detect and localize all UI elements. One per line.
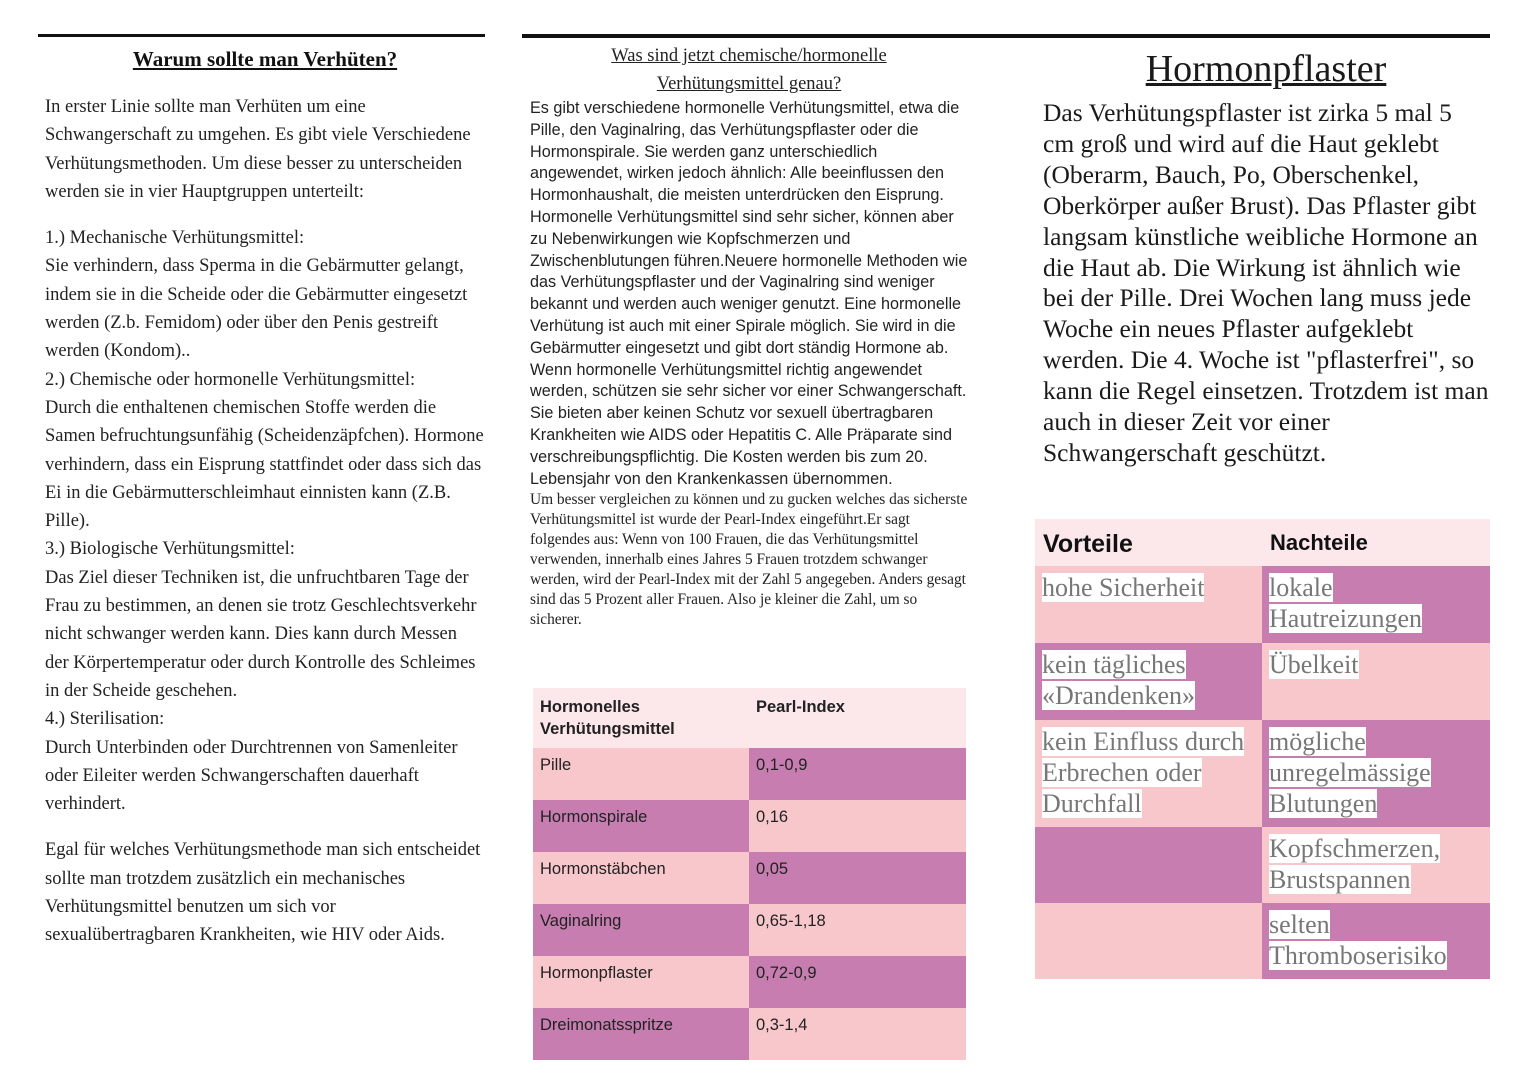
table-row xyxy=(533,852,966,904)
con-text: Übelkeit xyxy=(1269,650,1359,679)
con-text: Kopfschmerzen, Brustspannen xyxy=(1269,834,1441,894)
column-hormonal xyxy=(530,42,968,630)
header-method: Hormonelles Verhütungsmittel xyxy=(533,688,749,748)
table-row xyxy=(533,1008,966,1060)
table-row xyxy=(533,800,966,852)
con-cell xyxy=(1262,643,1490,720)
table-row xyxy=(533,748,966,800)
table-row xyxy=(1035,827,1490,903)
group3-heading: 3.) Biologische Verhütungsmittel: xyxy=(45,539,295,560)
outro-paragraph: Egal für welches Verhütungsmethode man sich entscheidet sollte man trotzdem zusätzlich ein mechanisches Verhütungsmittel benutzen um sich vor sexualübertragbaren Krankheiten, wie HIV oder Aids. xyxy=(45,840,481,946)
hormonpflaster-body: Das Verhütungspflaster ist zirka 5 mal 5 cm groß und wird auf die Haut geklebt (Oberarm, Bauch, Po, Oberschenkel, Oberkörper außer Brust). Das Pflaster gibt langsam künstliche weibliche Hormone an die Haut ab. Die Wirkung ist ähnlich wie bei der Pille. Drei Wochen lang muss jede Woche ein neues Pflaster aufgeklebt werden. Die 4. Woche ist "pflasterfrei", so kann die Regel einsetzen. Trotzdem ist man auch in dieser Zeit vor einer Schwangerschaft geschützt. xyxy=(1043,98,1489,467)
header-pros: Vorteile xyxy=(1035,519,1262,566)
section-title-line1: Was sind jetzt chemische/hormonelle xyxy=(611,46,887,66)
hormonal-body: Es gibt verschiedene hormonelle Verhütungsmittel, etwa die Pille, den Vaginalring, das Verhütungspflaster oder die Hormonspirale. Sie werden ganz unterschiedlich angewendet, wirken jedoch ähnlich: Alle beeinflussen den Hormonhaushalt, die meisten unterdrücken den Eisprung. Hormonelle Verhütungsmittel sind sehr sicher, können aber zu Nebenwirkungen wie Kopfschmerzen und Zwischenblutungen führen.Neuere hormonelle Methoden wie das Verhütungspflaster und der Vaginalring sind weniger bekannt und werden auch weniger genutzt. Eine hormonelle Verhütung ist auch mit einer Spirale möglich. Sie wird in die Gebärmutter eingesetzt und gibt dort ständig Hormone ab. xyxy=(530,99,968,357)
table-row xyxy=(1035,643,1490,720)
pro-text: kein Einfluss durch Erbrechen oder Durchfall xyxy=(1042,727,1245,818)
table-row xyxy=(533,904,966,956)
table-row xyxy=(1035,720,1490,827)
method-cell: Vaginalring xyxy=(533,904,749,956)
hormonal-body-2: Wenn hormonelle Verhütungsmittel richtig angewendet werden, schützen sie sehr sicher vor einer Schwangerschaft. Sie bieten aber keinen Schutz vor sexuell übertragbaren Krankheiten wie AIDS oder Hepatitis C. Alle Präparate sind verschreibungspflichtig. Die Kosten werden bis zum 20. Lebensjahr von den Krankenkassen übernommen. xyxy=(530,360,967,488)
group3-text: Das Ziel dieser Techniken ist, die unfruchtbaren Tage der Frau zu bestimmen, an denen sie trotz Geschlechtsverkehr nicht schwanger werden kann. Dies kann durch Messen der Körpertemperatur oder durch Kontrolle des Schleimes in der Scheide geschehen. xyxy=(45,567,477,701)
pearl-table-header xyxy=(533,688,966,748)
con-cell xyxy=(1262,827,1490,903)
column-why-contraception xyxy=(45,44,485,950)
method-cell: Dreimonatsspritze xyxy=(533,1008,749,1060)
group4-text: Durch Unterbinden oder Durchtrennen von Samenleiter oder Eileiter werden Schwangerschaften dauerhaft verhindert. xyxy=(45,737,458,815)
con-cell xyxy=(1262,720,1490,827)
top-rule-right xyxy=(522,34,1490,38)
pearl-value-cell: 0,1-0,9 xyxy=(749,748,966,800)
pro-cell xyxy=(1035,827,1262,903)
column-hormonpflaster xyxy=(1043,44,1489,469)
section-title-hormonal xyxy=(530,42,968,98)
pro-text: hohe Sicherheit xyxy=(1042,573,1205,602)
pro-cell xyxy=(1035,566,1262,643)
method-cell: Pille xyxy=(533,748,749,800)
con-text: selten Thromboserisiko xyxy=(1269,910,1447,970)
pearl-value-cell: 0,16 xyxy=(749,800,966,852)
top-rule-left xyxy=(38,34,485,37)
header-cons: Nachteile xyxy=(1262,519,1490,566)
method-cell: Hormonstäbchen xyxy=(533,852,749,904)
group1-heading: 1.) Mechanische Verhütungsmittel: xyxy=(45,228,305,249)
table-row xyxy=(533,956,966,1008)
table-row xyxy=(1035,566,1490,643)
section-title-why: Warum sollte man Verhüten? xyxy=(132,47,398,71)
pearl-value-cell: 0,05 xyxy=(749,852,966,904)
pro-cell xyxy=(1035,903,1262,979)
method-cell: Hormonpflaster xyxy=(533,956,749,1008)
con-cell xyxy=(1262,566,1490,643)
pearl-index-explanation: Um besser vergleichen zu können und zu gucken welches das sicherste Verhütungsmittel ist wurde der Pearl-Index eingeführt.Er sagt folgendes aus: Wenn von 100 Frauen, die das Verhütungsmittel verwenden, innerhalb eines Jahres 5 Frauen trotzdem schwanger werden, wird der Pearl-Index mit der Zahl 5 angegeben. Anders gesagt sind das 5 Prozent aller Frauen. Also je kleiner die Zahl, um so sicherer. xyxy=(530,491,968,629)
header-pearl-index: Pearl-Index xyxy=(749,688,966,748)
pearl-value-cell: 0,3-1,4 xyxy=(749,1008,966,1060)
pearl-value-cell: 0,65-1,18 xyxy=(749,904,966,956)
section-title-hormonpflaster: Hormonpflaster xyxy=(1145,48,1387,90)
con-cell xyxy=(1262,903,1490,979)
pearl-value-cell: 0,72-0,9 xyxy=(749,956,966,1008)
group1-text: Sie verhindern, dass Sperma in die Gebärmutter gelangt, indem sie in die Scheide oder die Gebärmutter eingesetzt werden (Z.b. Femidom) oder über den Penis gestreift werden (Kondom).. xyxy=(45,256,468,362)
con-text: mögliche unregelmässige Blutungen xyxy=(1269,727,1431,818)
pro-cell xyxy=(1035,720,1262,827)
group2-heading: 2.) Chemische oder hormonelle Verhütungsmittel: xyxy=(45,369,416,390)
table-row xyxy=(1035,903,1490,979)
pros-cons-header xyxy=(1035,519,1490,566)
group4-heading: 4.) Sterilisation: xyxy=(45,709,165,730)
pearl-index-table xyxy=(533,688,966,1060)
pro-text: kein tägliches «Drandenken» xyxy=(1042,650,1196,710)
section-title-line2: Verhütungsmittel genau? xyxy=(656,74,842,94)
group2-text: Durch die enthaltenen chemischen Stoffe werden die Samen befruchtungsunfähig (Scheidenzäpfchen). Hormone verhindern, dass ein Eisprung stattfindet oder dass sich das Ei in die Gebärmutterschleimhaut einnisten kann (Z.B. Pille). xyxy=(45,397,484,532)
pros-cons-table xyxy=(1035,519,1490,979)
pro-cell xyxy=(1035,643,1262,720)
method-cell: Hormonspirale xyxy=(533,800,749,852)
con-text: lokale Hautreizungen xyxy=(1269,573,1423,633)
intro-paragraph: In erster Linie sollte man Verhüten um eine Schwangerschaft zu umgehen. Es gibt viele Verschiedene Verhütungsmethoden. Um diese besser zu unterscheiden werden sie in vier Hauptgruppen unterteilt: xyxy=(45,97,471,202)
